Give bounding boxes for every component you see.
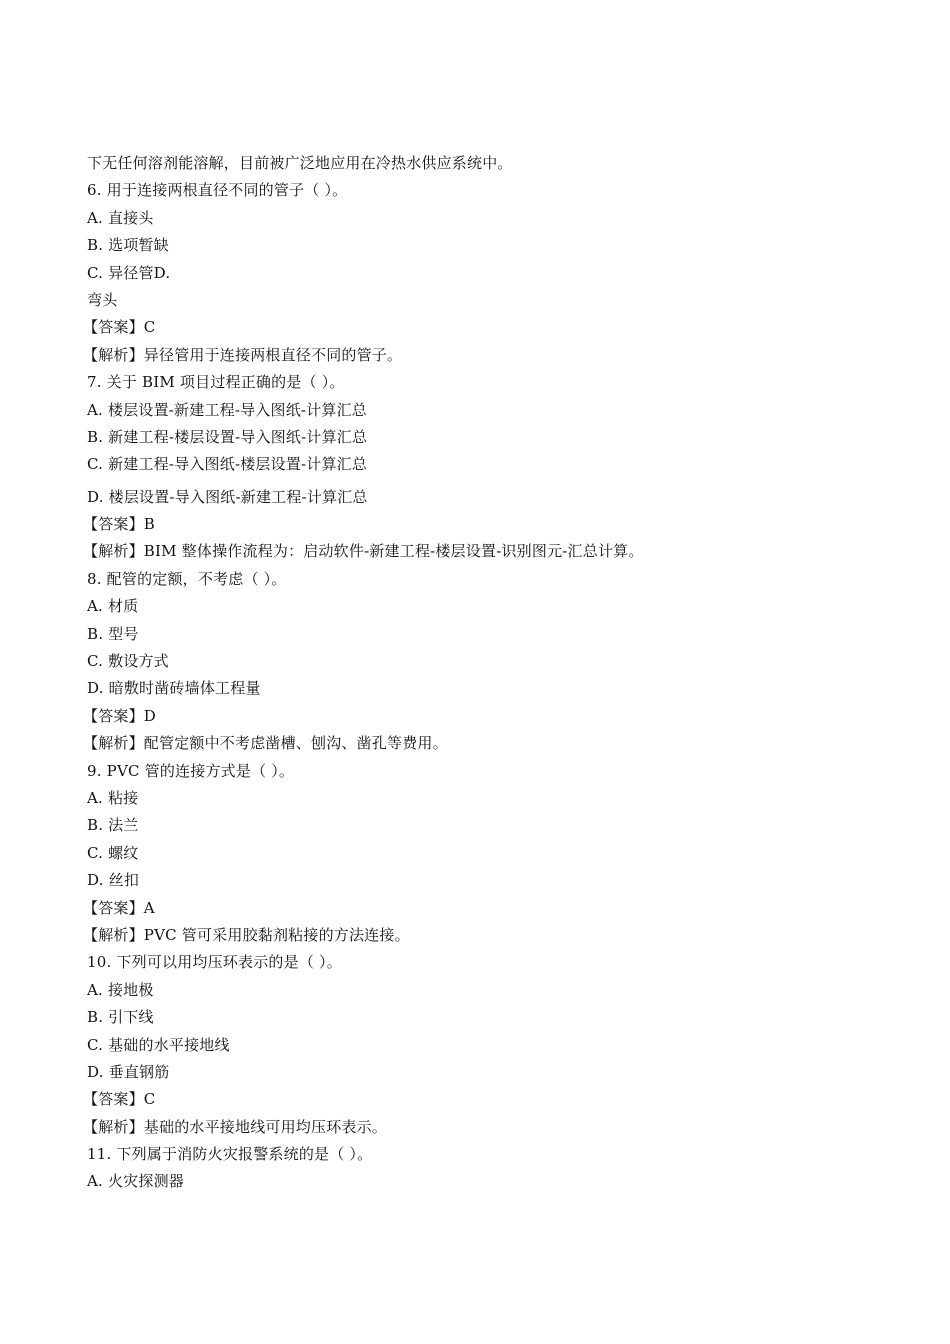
question-7: 7. 关于 BIM 项目过程正确的是（ ）。: [87, 373, 345, 392]
answer-9: 【答案】A: [83, 898, 155, 917]
question-9: 9. PVC 管的连接方式是（ ）。: [87, 761, 295, 780]
option-c: C. 新建工程-导入图纸-楼层设置-计算汇总: [87, 455, 368, 474]
option-a: A. 接地极: [87, 980, 154, 999]
document-body: [83, 150, 907, 1196]
answer-10: 【答案】C: [83, 1090, 156, 1109]
option-c: C. 异径管D.: [87, 263, 171, 282]
option-c: C. 螺纹: [87, 843, 139, 862]
analysis-10: 【解析】基础的水平接地线可用均压环表示。: [83, 1117, 388, 1136]
option-b: B. 新建工程-楼层设置-导入图纸-计算汇总: [87, 427, 368, 446]
option-d: D. 楼层设置-导入图纸-新建工程-计算汇总: [87, 487, 368, 506]
question-10: 10. 下列可以用均压环表示的是（ ）。: [87, 953, 342, 972]
option-b: B. 型号: [87, 624, 139, 643]
analysis-8: 【解析】配管定额中不考虑凿槽、刨沟、凿孔等费用。: [83, 734, 448, 753]
option-d-continued: 弯头: [87, 290, 118, 309]
analysis-6: 【解析】异径管用于连接两根直径不同的管子。: [83, 345, 403, 364]
analysis-9: 【解析】PVC 管可采用胶黏剂粘接的方法连接。: [83, 925, 410, 944]
answer-8: 【答案】D: [83, 706, 157, 725]
question-6: 6. 用于连接两根直径不同的管子（ ）。: [87, 181, 348, 200]
option-a: A. 火灾探测器: [87, 1172, 184, 1191]
option-d: D. 暗敷时凿砖墙体工程量: [87, 679, 261, 698]
option-a: A. 直接头: [87, 208, 154, 227]
answer-7: 【答案】B: [83, 515, 156, 534]
option-d: D. 丝扣: [87, 871, 140, 890]
option-a: A. 楼层设置-新建工程-导入图纸-计算汇总: [87, 400, 367, 419]
option-c: C. 敷设方式: [87, 652, 169, 671]
text-line: 下无任何溶剂能溶解，目前被广泛地应用在冷热水供应系统中。: [87, 154, 513, 172]
option-c: C. 基础的水平接地线: [87, 1035, 230, 1054]
question-8: 8. 配管的定额，不考虑（ ）。: [87, 569, 287, 588]
option-b: B. 选项暂缺: [87, 236, 169, 255]
analysis-7: 【解析】BIM 整体操作流程为：启动软件-新建工程-楼层设置-识别图元-汇总计算。: [83, 542, 644, 561]
option-d: D. 垂直钢筋: [87, 1062, 170, 1081]
question-11: 11. 下列属于消防火灾报警系统的是（ ）。: [87, 1145, 373, 1164]
option-b: B. 法兰: [87, 816, 139, 835]
answer-6: 【答案】C: [83, 318, 156, 337]
option-a: A. 粘接: [87, 788, 139, 807]
option-a: A. 材质: [87, 597, 139, 616]
option-b: B. 引下线: [87, 1008, 154, 1027]
